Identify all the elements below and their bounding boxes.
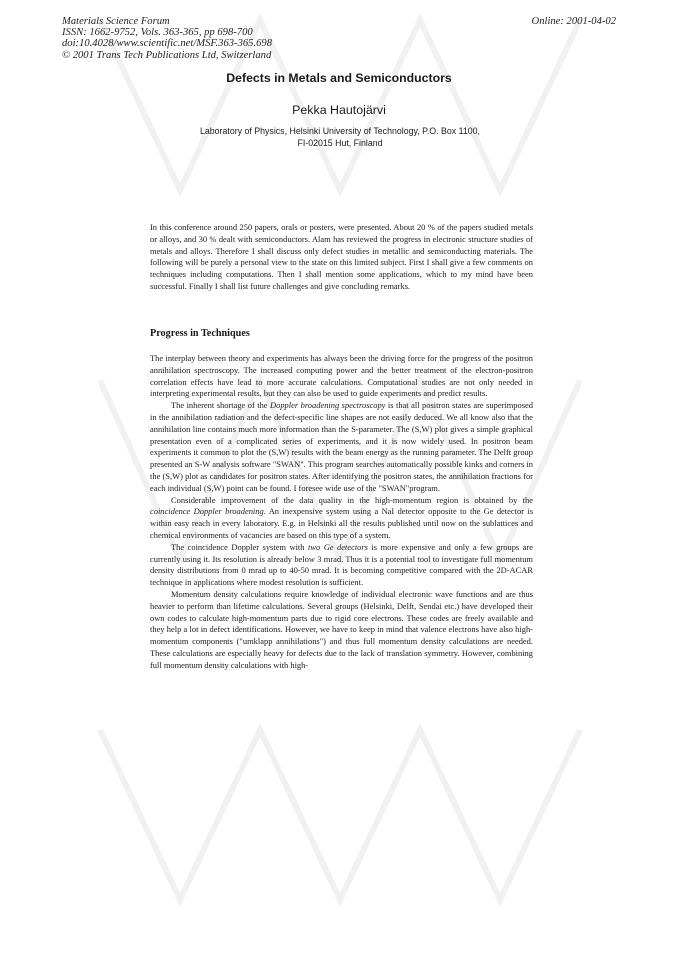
p2-text-a: The inherent shortage of the bbox=[171, 400, 271, 411]
p4-emphasis: two Ge detectors bbox=[308, 541, 368, 552]
affiliation bbox=[150, 126, 530, 149]
p2-text-b: is that all positron states are superimposed in the annihilation radiation and the defect-specific line shapes are not easily deduced. We all know also that the annihilation line contains much more information than the S-parameter. The (S,W) plot gives a simple graphical presentation even of a complicated series of experiments, and it is now widely used. In positron beam experiments it common to plot the (S,W) results with the beam energy as the running parameter. The Delft group presented an S-W analysis software "SWAN". This program searches automatically possible kinks and corners in the (S,W) plot as candidates for positron states. After identifying the positron states, the annihilation fractions for each individual (S,W) point can be found. I foresee wide use of the "SWAN"program. bbox=[150, 400, 533, 493]
body-paragraph-3 bbox=[150, 495, 533, 542]
abstract-text: In this conference around 250 papers, orals or posters, were presented. About 20 % of the papers studied metals or alloys, and 30 % dealt with semiconductors. Alam has reviewed the progress in electronic structure studies of metals and alloys. Therefore I shall discuss only defect studies in metallic and semiconducting materials. The following will be purely a personal view to the state on this limited subject. First I shall give a few comments on techniques including computations. Then I shall mention some applications, which to my mind have been successful. Finally I shall list future challenges and give concluding remarks. bbox=[150, 222, 533, 291]
body-paragraph-2 bbox=[150, 400, 533, 494]
doi-line: doi:10.4028/www.scientific.net/MSF.363-365.698 bbox=[62, 38, 272, 50]
copyright-line: © 2001 Trans Tech Publications Ltd, Switzerland bbox=[62, 49, 272, 61]
body-paragraph-1: The interplay between theory and experiments has always been the driving force for the progress of the positron annihilation spectroscopy. The increased computing power and the better treatment of the electron-positron correlation effects have lead to more accurate calculations. Computational studies are not only needed in interpreting experimental results, but they can also be used to guide experiments and predict results. bbox=[150, 353, 533, 399]
p2-emphasis: Doppler broadening spectroscopy bbox=[270, 400, 386, 411]
body-paragraph-5: Momentum density calculations require knowledge of individual electronic wave functions and are thus heavier to perform than lifetime calculations. Several groups (Helsinki, Delft, Sendai etc.) have developed their own codes to calculate high-momentum parts due to rigid core electrons. These codes are freely available and they help a lot in defect identifications. However, we have to keep in mind that valence electrons have also high-momentum components ("umklapp annihilations") and thus full momentum density calculations are needed. These calculations are especially heavy for defects due to the lack of translation symmetry. However, combining full momentum density calculations with high- bbox=[150, 588, 533, 670]
p3-text-b: . An inexpensive system using a NaI detector opposite to the Ge detector is within easy reach in every laboratory. E.g. in Helsinki all the results published until now on the sublattices and chemical environments of vacancies are based on this type of a system. bbox=[150, 506, 533, 540]
online-date: Online: 2001-04-02 bbox=[531, 16, 616, 27]
issn-line: ISSN: 1662-9752, Vols. 363-365, pp 698-700 bbox=[62, 27, 253, 39]
abstract-paragraph bbox=[150, 222, 533, 293]
p4-text-b: is more expensive and only a few groups are currently using it. Its resolution is already below 3 mrad. Thus it is a potential tool to investigate full momentum density distributions from 0 mrad up to 40-50 mrad. It is becoming competitive compared with the 2D-ACAR technique in applications where modest resolution is sufficient. bbox=[150, 541, 534, 588]
paper-title: Defects in Metals and Semiconductors bbox=[226, 71, 452, 85]
p3-text-a: Considerable improvement of the data quality in the high-momentum region is obtained by the bbox=[171, 494, 533, 505]
p3-emphasis: coincidence Doppler broadening bbox=[150, 506, 264, 517]
body-paragraph-4 bbox=[150, 542, 533, 589]
section-heading: Progress in Techniques bbox=[150, 328, 250, 339]
journal-name: Materials Science Forum bbox=[62, 16, 170, 27]
section-body bbox=[150, 353, 533, 672]
affiliation-line-1: Laboratory of Physics, Helsinki University of Technology, P.O. Box 1100, bbox=[199, 126, 480, 136]
affiliation-line-2: FI-02015 Hut, Finland bbox=[297, 137, 383, 148]
author-name: Pekka Hautojärvi bbox=[292, 103, 386, 117]
p4-text-a: The coincidence Doppler system with bbox=[171, 541, 308, 552]
journal-metadata bbox=[62, 16, 272, 61]
